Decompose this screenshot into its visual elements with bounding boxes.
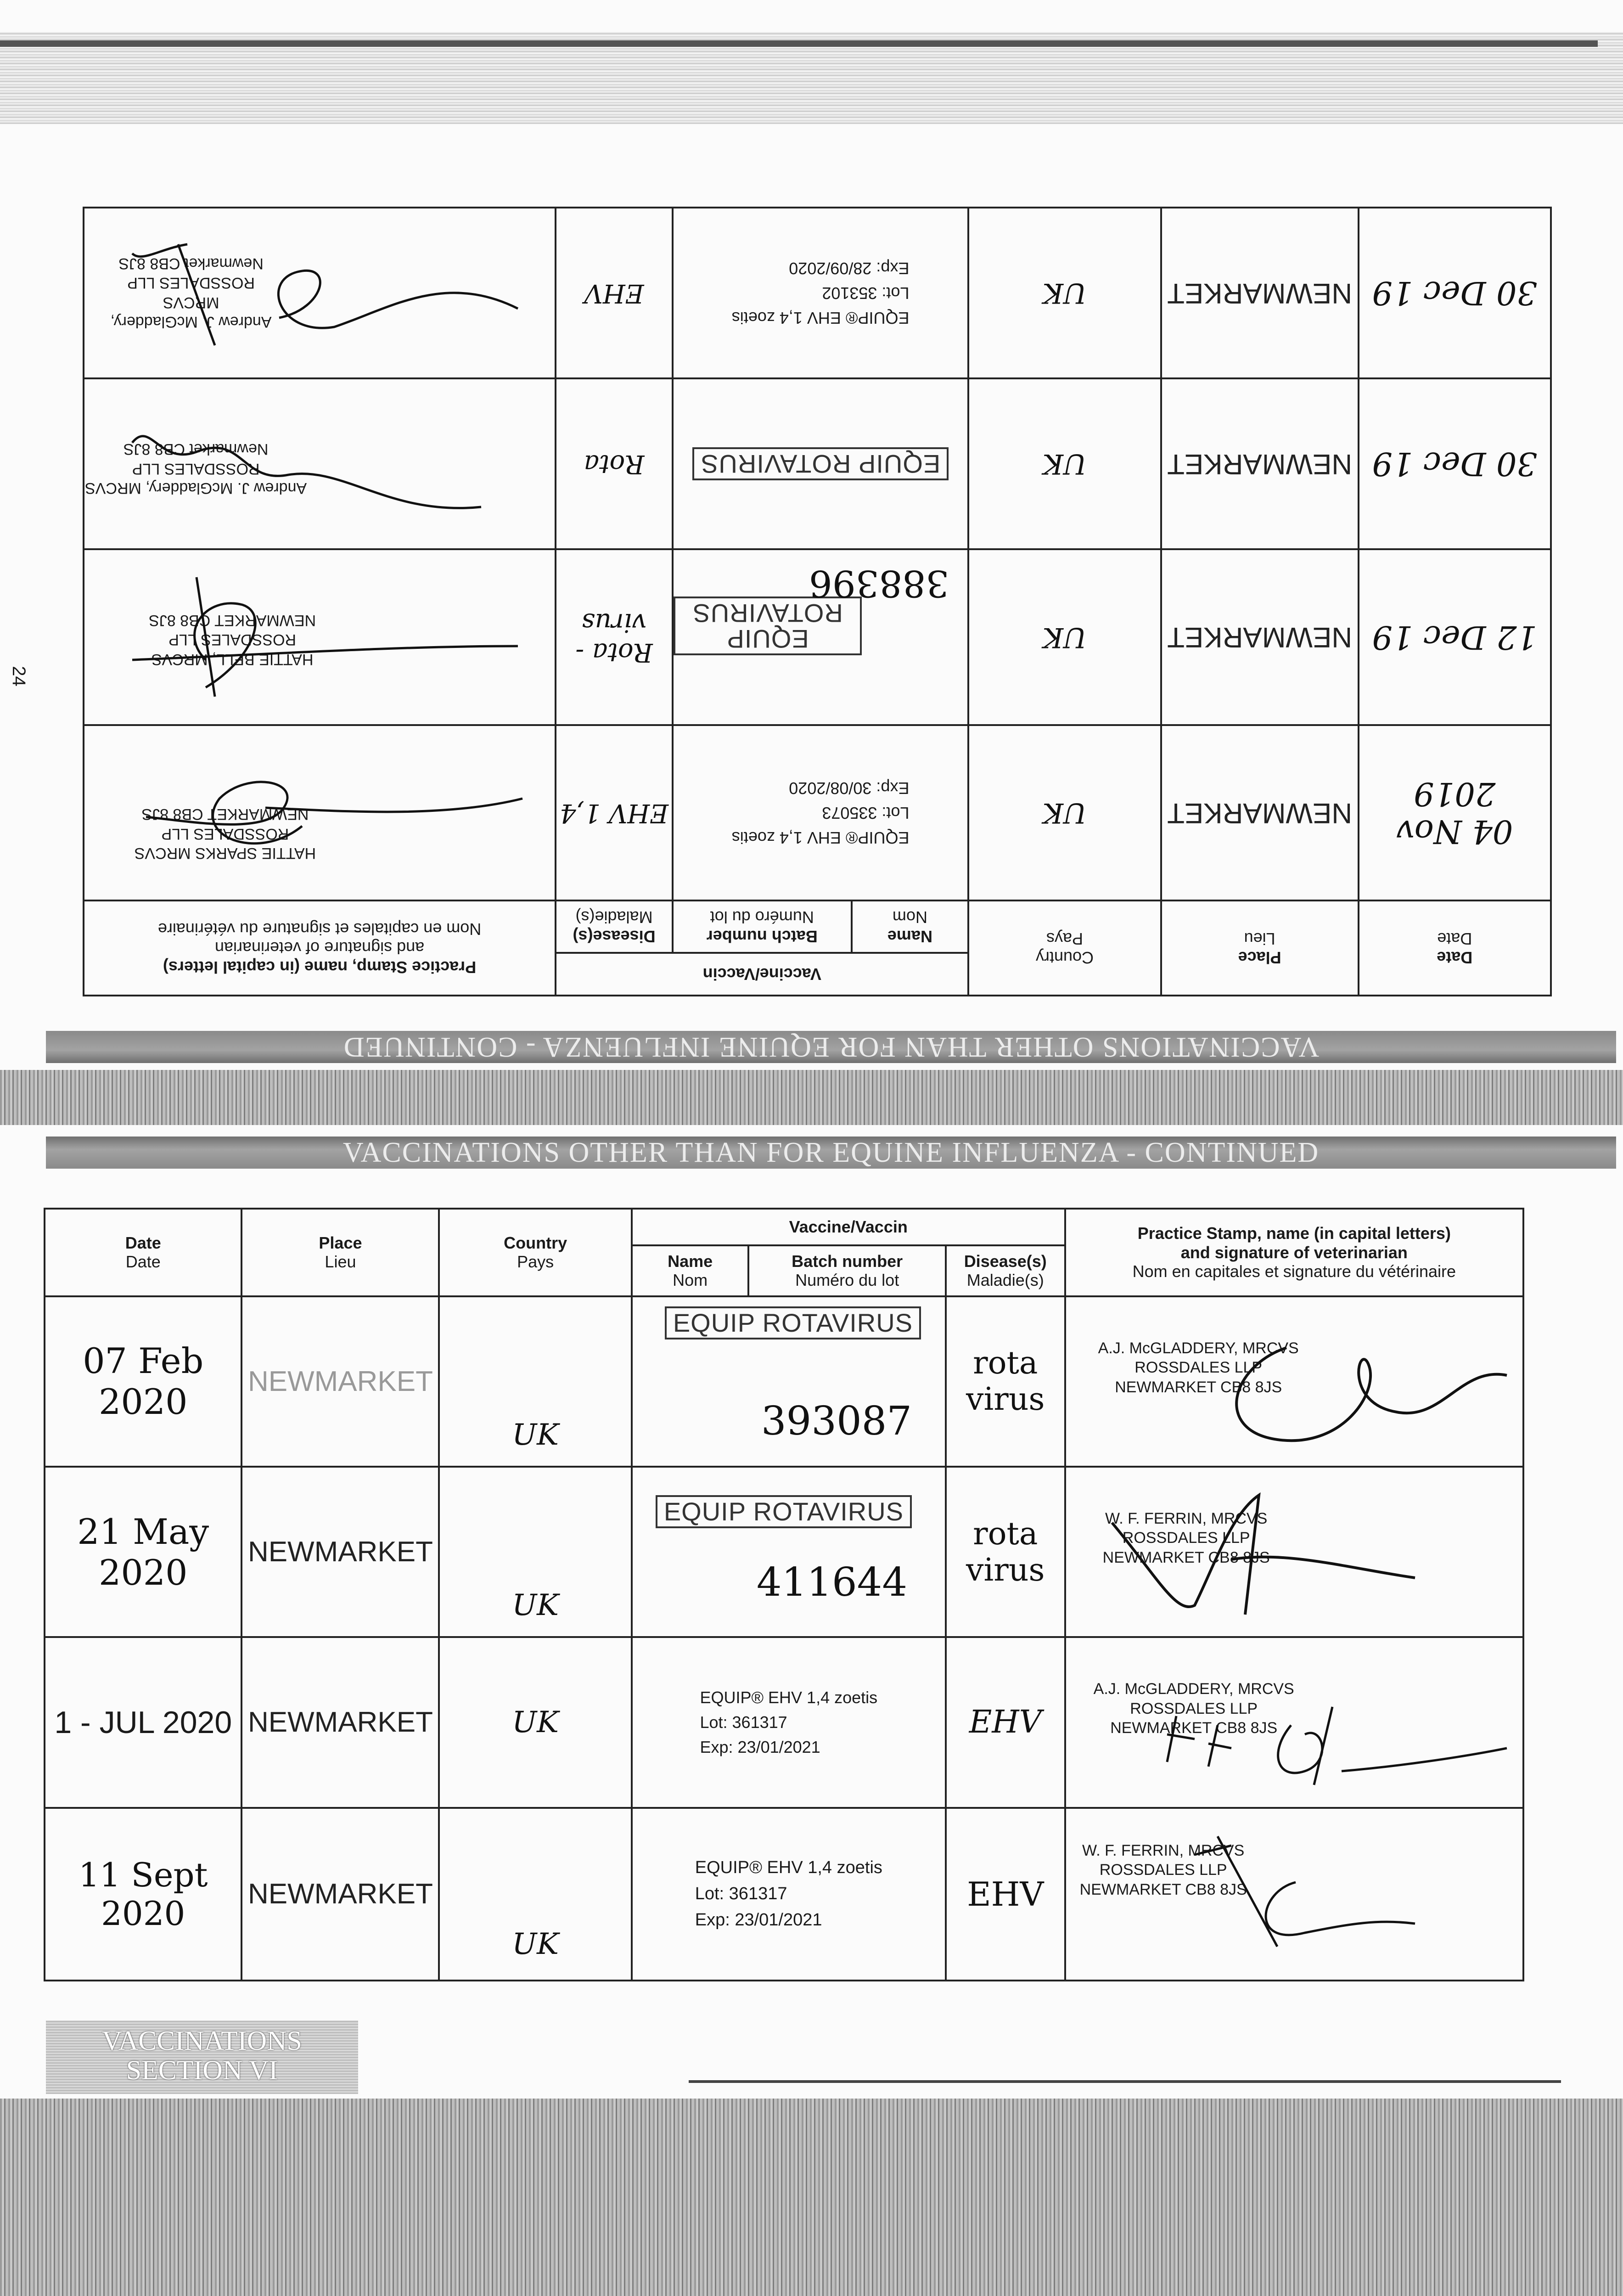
vaccine-cell [632, 1808, 946, 1981]
practice-stamp: HATTIE SPARKS MRCVS ROSSDALES LLP NEWMARKET CB8 8JS [134, 805, 316, 862]
date-cell: 07 Feb 2020 [45, 1296, 241, 1467]
practice-stamp: Andrew J. McGladdery, MRCVS ROSSDALES LLP Newmarket CB8 8JS [110, 254, 272, 331]
banner-title: VACCINATIONS OTHER THAN FOR EQUINE INFLUENZA - CONTINUED [46, 1137, 1616, 1169]
vaccine-stamp: EQUIP ROTAVIRUS [665, 1306, 921, 1339]
vaccine-stamp: EQUIP ROTAVIRUS [692, 447, 949, 480]
header-practice: Practice Stamp, name (in capital letters) and signature of veterinarian Nom en capitales et signature du vétérinaire [1065, 1209, 1523, 1296]
practice-cell [1065, 1296, 1523, 1467]
table-row [84, 208, 1551, 378]
header-date: Date Date [45, 1209, 241, 1296]
signature [128, 753, 541, 890]
vaccine-stamp: EQUIP ROTAVIRUS [674, 597, 862, 655]
disease-cell: EHV [946, 1637, 1065, 1807]
vaccine-cell [632, 1467, 946, 1637]
header-practice: Practice Stamp, name (in capital letters) and signature of veterinarian Nom en capitales et signature du vétérinaire [84, 900, 556, 996]
table-row [84, 549, 1551, 725]
date-cell: 1 - JUL 2020 [45, 1637, 241, 1807]
vaccine-exp: Exp: 23/01/2021 [700, 1737, 820, 1756]
signature [1158, 1827, 1479, 1965]
banner-upside-down: VACCINATIONS OTHER THAN FOR EQUINE INFLUENZA - CONTINUED [46, 1031, 1616, 1063]
upper-vaccination-table [83, 207, 1552, 996]
practice-cell [84, 549, 556, 725]
batch-number: 411644 [756, 1559, 908, 1605]
disease-cell: rota virus [946, 1296, 1065, 1467]
signature [1140, 1688, 1516, 1799]
vaccine-exp: Exp: 28/09/2020 [789, 259, 910, 278]
vaccine-cell [673, 549, 968, 725]
country-cell: UK [439, 1467, 631, 1637]
header-place: Place Lieu [241, 1209, 439, 1296]
section-tab: VACCINATIONS SECTION VI [46, 2020, 358, 2094]
vaccine-lot: Lot: 361317 [700, 1712, 787, 1732]
country-cell: UK [968, 378, 1161, 549]
vaccine-cell [632, 1637, 946, 1807]
place-cell: NEWMARKET [1161, 378, 1359, 549]
header-disease: Disease(s) Maladie(s) [946, 1245, 1065, 1296]
practice-cell [84, 725, 556, 900]
date-cell: 11 Sept 2020 [45, 1808, 241, 1981]
practice-cell [1065, 1467, 1523, 1637]
date-cell: 30 Dec 19 [1359, 378, 1551, 549]
vaccine-name: EQUIP® EHV 1,4 zoetis [695, 1858, 882, 1878]
header-country: Country Pays [439, 1209, 631, 1296]
country-cell: UK [439, 1808, 631, 1981]
header-name: Name Nom [852, 900, 969, 953]
table-row [45, 1637, 1523, 1807]
vaccine-cell [632, 1296, 946, 1467]
place-cell: NEWMARKET [241, 1808, 439, 1981]
country-cell: UK [968, 208, 1161, 378]
place-cell: NEWMARKET [241, 1637, 439, 1807]
practice-cell [84, 378, 556, 549]
vaccine-exp: Exp: 23/01/2021 [695, 1910, 822, 1930]
vaccine-name: EQUIP® EHV 1,4 zoetis [700, 1688, 878, 1707]
practice-cell [1065, 1808, 1523, 1981]
header-vaccine: Vaccine/Vaccin [556, 953, 968, 996]
header-batch: Batch number Numéro du lot [673, 900, 852, 953]
disease-cell: EHV 1,4 [556, 725, 673, 900]
table-row [84, 725, 1551, 900]
header-disease: Disease(s) Maladie(s) [556, 900, 673, 953]
vaccine-cell [673, 725, 968, 900]
practice-stamp: Andrew J. McGladdery, MRCVS ROSSDALES LLP Newmarket CB8 8JS [85, 440, 307, 497]
vaccine-cell [673, 208, 968, 378]
signature [123, 226, 536, 364]
disease-cell: Rota [556, 378, 673, 549]
scan-noise-middle [0, 1070, 1623, 1125]
vaccine-lot: Lot: 353102 [822, 284, 910, 303]
upper-table-wrapper [83, 207, 1552, 996]
vaccine-lot: Lot: 361317 [695, 1884, 787, 1904]
disease-cell: Rota - virus [556, 549, 673, 725]
disease-cell: EHV [946, 1808, 1065, 1981]
vaccine-name: EQUIP® EHV 1,4 zoetis [731, 309, 910, 328]
signature [1204, 1311, 1516, 1458]
table-row [45, 1808, 1523, 1981]
header-batch: Batch number Numéro du lot [748, 1245, 945, 1296]
country-cell: UK [439, 1296, 631, 1467]
place-cell: NEWMARKET [241, 1296, 439, 1467]
vaccine-lot: Lot: 335073 [822, 804, 910, 823]
header-country: Country Pays [968, 900, 1161, 996]
country-cell: UK [968, 549, 1161, 725]
disease-cell: EHV [556, 208, 673, 378]
practice-stamp: HATTIE BELL, MRCVS ROSSDALES LLP NEWMARKET CB8 8JS [149, 611, 316, 668]
table-row [45, 1467, 1523, 1637]
country-cell: UK [439, 1637, 631, 1807]
date-cell: 21 May 2020 [45, 1467, 241, 1637]
date-cell: 12 Dec 19 [1359, 549, 1551, 725]
header-vaccine: Vaccine/Vaccin [632, 1209, 1065, 1245]
country-cell: UK [968, 725, 1161, 900]
divider-line [689, 2080, 1561, 2083]
signature [1094, 1477, 1507, 1628]
practice-stamp: W. F. FERRIN, MRCVS ROSSDALES LLP NEWMARKET CB8 8JS [1102, 1509, 1270, 1566]
header-name: Name Nom [632, 1245, 749, 1296]
practice-cell [1065, 1637, 1523, 1807]
place-cell: NEWMARKET [1161, 725, 1359, 900]
lower-vaccination-table [44, 1208, 1524, 1981]
date-cell: 30 Dec 19 [1359, 208, 1551, 378]
practice-stamp: A.J. McGLADDERY, MRCVS ROSSDALES LLP NEWMARKET CB8 8JS [1093, 1680, 1294, 1737]
place-cell: NEWMARKET [1161, 208, 1359, 378]
scan-line-top [0, 40, 1598, 47]
practice-stamp: W. F. FERRIN, MRCVS ROSSDALES LLP NEWMARKET CB8 8JS [1079, 1841, 1247, 1898]
scan-noise-bottom [0, 2099, 1623, 2296]
vaccine-name: EQUIP® EHV 1,4 zoetis [731, 828, 910, 848]
place-cell: NEWMARKET [241, 1467, 439, 1637]
vaccine-cell [673, 378, 968, 549]
place-cell: NEWMARKET [1161, 549, 1359, 725]
practice-cell [84, 208, 556, 378]
practice-stamp: A.J. McGLADDERY, MRCVS ROSSDALES LLP NEWMARKET CB8 8JS [1098, 1339, 1299, 1396]
batch-number: 393087 [761, 1398, 912, 1444]
signature [123, 397, 527, 535]
page-mark: 24 [8, 666, 29, 687]
header-place: Place Lieu [1161, 900, 1359, 996]
signature [123, 568, 527, 715]
header-date: Date Date [1359, 900, 1551, 996]
table-row [84, 378, 1551, 549]
batch-number: 388396 [809, 562, 949, 605]
vaccine-exp: Exp: 30/08/2020 [789, 779, 910, 798]
disease-cell: rota virus [946, 1467, 1065, 1637]
date-cell: 04 Nov 2019 [1359, 725, 1551, 900]
vaccine-stamp: EQUIP ROTAVIRUS [656, 1495, 912, 1528]
table-row [45, 1296, 1523, 1467]
